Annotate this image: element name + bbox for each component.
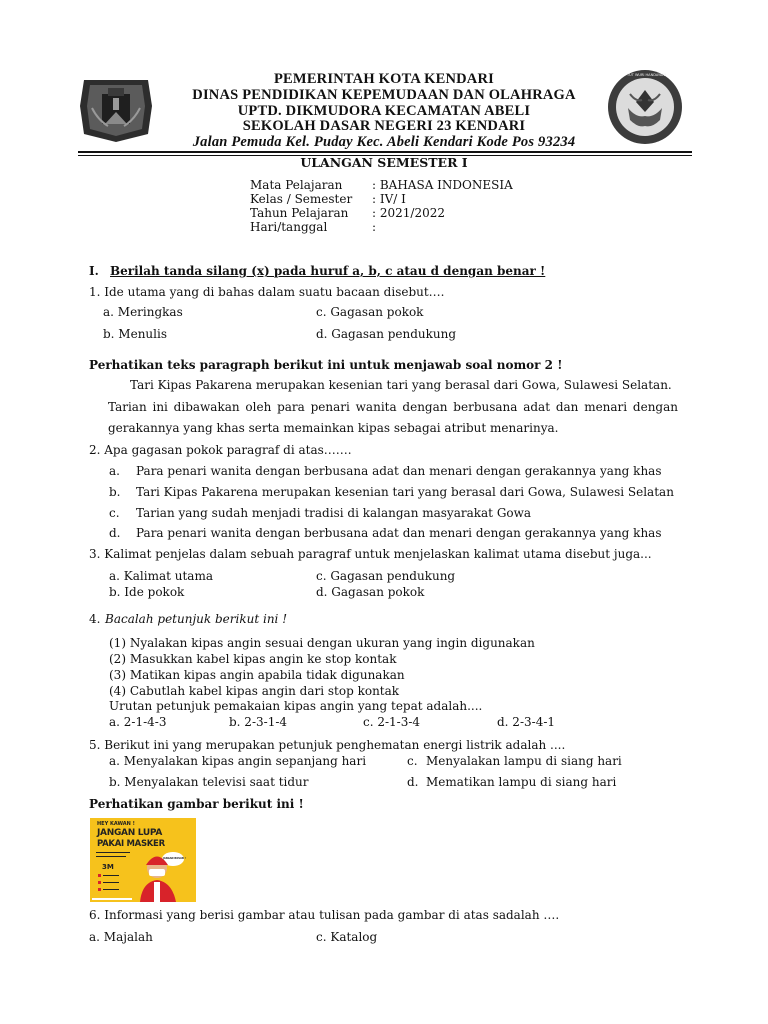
q1-option-c: c. Gagasan pokok [316, 305, 424, 319]
paragraph-line: Tari Kipas Pakarena merupakan kesenian tari yang berasal dari Gowa, Sulawesi Selatan. [130, 378, 672, 392]
poster-line3: PAKAI MASKER [97, 839, 165, 849]
q3-option-b: b. Ide pokok [109, 585, 185, 599]
meta-value: : 2021/2022 [372, 206, 445, 220]
q4-step: (1) Nyalakan kipas angin sesuai dengan ukuran yang ingin digunakan [109, 636, 535, 650]
q5-option-c-letter: c. [407, 754, 418, 768]
section-number: I. [89, 264, 99, 278]
q4-option-a: a. 2-1-4-3 [109, 715, 167, 729]
q2-option-text: Tarian yang sudah menjadi tradisi di kalangan masyarakat Gowa [136, 506, 532, 520]
header-uptd: UPTD. DIKMUDORA KECAMATAN ABELI [237, 103, 531, 119]
header-school: SEKOLAH DASAR NEGERI 23 KENDARI [242, 118, 526, 134]
section-instruction: Berilah tanda silang (x) pada huruf a, b, c atau d dengan benar ! [110, 264, 546, 278]
meta-value: : [372, 220, 377, 234]
exam-title: ULANGAN SEMESTER I [300, 155, 468, 170]
meta-label: Kelas / Semester [250, 192, 353, 206]
q5-option-c: Menyalakan lampu di siang hari [426, 754, 622, 768]
poster-badge: 3M [102, 863, 114, 871]
question-3: 3. Kalimat penjelas dalam sebuah paragraf untuk menjelaskan kalimat utama disebut juga... [89, 547, 652, 561]
picture-instruction: Perhatikan gambar berikut ini ! [89, 797, 304, 811]
q6-option-c: c. Katalog [316, 930, 378, 944]
q2-option-letter: c. [109, 506, 120, 520]
poster-line1: HEY KAWAN ! [97, 821, 135, 827]
q5-option-d: Mematikan lampu di siang hari [426, 775, 617, 789]
logo-ring-text: TUT WURI HANDAYANI [627, 73, 666, 77]
header-department: DINAS PENDIDIKAN KEPEMUDAAN DAN OLAHRAGA [192, 87, 576, 103]
q4-step: (3) Matikan kipas angin apabila tidak digunakan [109, 668, 405, 682]
poster-bubble-text: JANGAN BOSAN ! [163, 857, 186, 860]
header-address: Jalan Pemuda Kel. Puday Kec. Abeli Kendari Kode Pos 93234 [192, 134, 576, 150]
q4-option-b: b. 2-3-1-4 [229, 715, 288, 729]
q2-option-text: Tari Kipas Pakarena merupakan kesenian tari yang berasal dari Gowa, Sulawesi Selatan [136, 485, 674, 499]
q2-option-text: Para penari wanita dengan berbusana adat dan menari dengan gerakannya yang khas [136, 526, 662, 540]
q4-step: (2) Masukkan kabel kipas angin ke stop kontak [109, 652, 397, 666]
meta-value: : BAHASA INDONESIA [372, 178, 513, 192]
q2-option-letter: a. [109, 464, 120, 478]
q2-option-letter: d. [109, 526, 121, 540]
question-4: Urutan petunjuk pemakaian kipas angin yang tepat adalah.... [109, 699, 483, 713]
question-5: 5. Berikut ini yang merupakan petunjuk penghematan energi listrik adalah .... [89, 738, 566, 752]
q6-option-a: a. Majalah [89, 930, 153, 944]
q1-option-a: a. Meringkas [103, 305, 183, 319]
paragraph-line: Tarian ini dibawakan oleh para penari wanita dengan berbusana adat dan menari dengan [108, 400, 678, 414]
q3-option-a: a. Kalimat utama [109, 569, 213, 583]
q1-option-d: d. Gagasan pendukung [316, 327, 457, 341]
meta-label: Hari/tanggal [250, 220, 328, 234]
q2-option-text: Para penari wanita dengan berbusana adat dan menari dengan gerakannya yang khas [136, 464, 662, 478]
meta-label: Tahun Pelajaran [250, 206, 349, 220]
header-government: PEMERINTAH KOTA KENDARI [274, 71, 494, 87]
q4-option-d: d. 2-3-4-1 [497, 715, 556, 729]
question-4-instruction: Bacalah petunjuk berikut ini ! [105, 612, 288, 626]
q5-option-d-letter: d. [407, 775, 419, 789]
q3-option-c: c. Gagasan pendukung [316, 569, 456, 583]
paragraph-line: gerakannya yang khas serta memainkan kipas sebagai atribut menarinya. [108, 421, 559, 435]
meta-value: : IV/ I [372, 192, 406, 206]
question-2: 2. Apa gagasan pokok paragraf di atas……. [89, 443, 352, 457]
question-4-number: 4. [89, 612, 101, 626]
q4-step: (4) Cabutlah kabel kipas angin dari stop kontak [109, 684, 400, 698]
paragraph-instruction: Perhatikan teks paragraph berikut ini untuk menjawab soal nomor 2 ! [89, 358, 563, 372]
mask-poster-image [90, 818, 196, 902]
q4-option-c: c. 2-1-3-4 [363, 715, 421, 729]
q1-option-b: b. Menulis [103, 327, 167, 341]
header-divider-thick [78, 151, 692, 153]
q5-option-b: b. Menyalakan televisi saat tidur [109, 775, 309, 789]
q5-option-a: a. Menyalakan kipas angin sepanjang hari [109, 754, 367, 768]
meta-label: Mata Pelajaran [250, 178, 343, 192]
q2-option-letter: b. [109, 485, 121, 499]
q3-option-d: d. Gagasan pokok [316, 585, 425, 599]
question-1: 1. Ide utama yang di bahas dalam suatu bacaan disebut…. [89, 285, 445, 299]
question-6: 6. Informasi yang berisi gambar atau tulisan pada gambar di atas sadalah …. [89, 908, 560, 922]
poster-line2: JANGAN LUPA [97, 828, 163, 838]
